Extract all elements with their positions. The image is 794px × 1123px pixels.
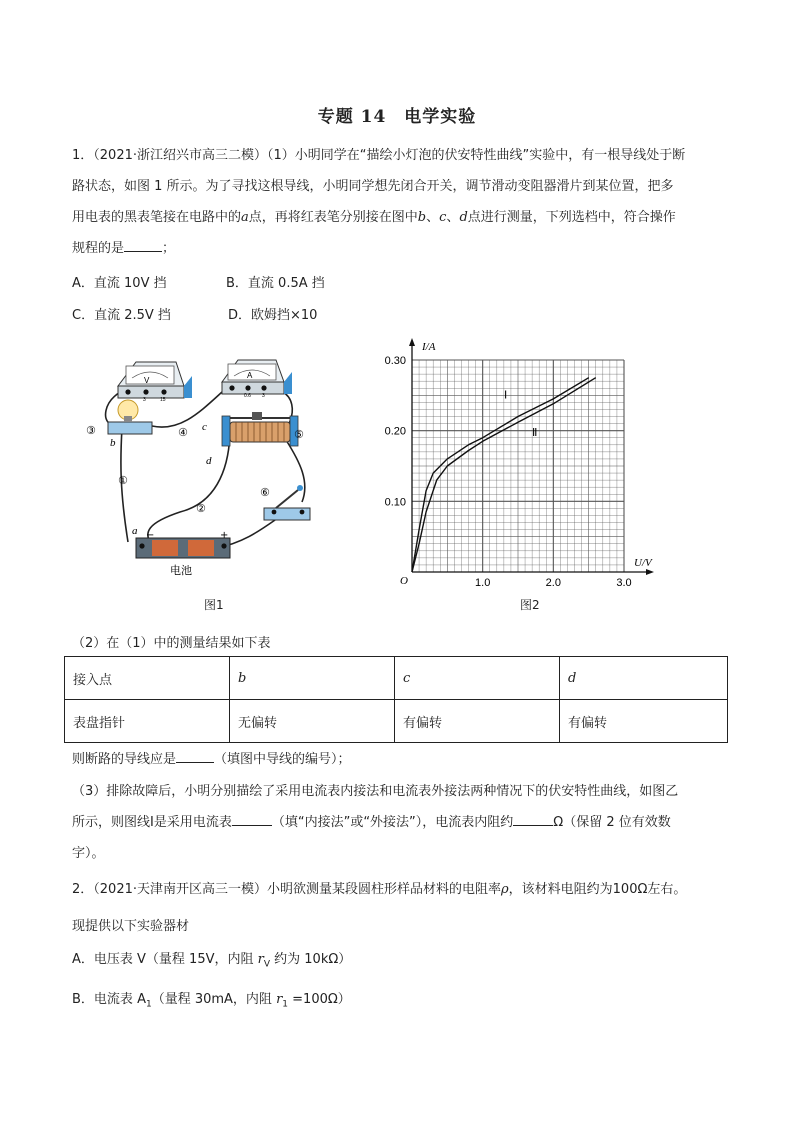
- table-cell: b: [230, 657, 395, 700]
- wire-label-4: ④: [178, 426, 188, 439]
- part-3-text: [72, 776, 724, 869]
- table-row: [65, 700, 728, 743]
- q1-line-4: 规程的是 ；: [72, 233, 724, 264]
- table-cell: 接入点: [65, 657, 230, 700]
- wire-label-3: ③: [86, 424, 96, 437]
- rheostat: [222, 412, 298, 446]
- ammeter-terminal-0.6: 0.6: [244, 393, 251, 399]
- results-table: [64, 656, 728, 743]
- battery-minus: −: [146, 530, 155, 541]
- answer-blank[interactable]: [232, 812, 272, 826]
- wire-label-5: ⑤: [294, 428, 304, 441]
- answer-blank[interactable]: [513, 812, 553, 826]
- option-b: B．直流 0.5A 挡: [226, 276, 325, 291]
- question-1-text: [72, 140, 724, 264]
- wire-label-1: ①: [118, 474, 128, 487]
- q2-option-b: B．电流表 $A_1$（量程 30mA，内阻 $r_1 =100\Omega$）: [72, 992, 351, 1010]
- part-3-line-1: （3）排除故障后，小明分别描绘了采用电流表内接法和电流表外接法两种情况下的伏安特性曲线，如图乙: [72, 784, 679, 799]
- table-cell: 表盘指针: [65, 700, 230, 743]
- ammeter-label: A: [247, 371, 253, 380]
- table-cell: c: [395, 657, 560, 700]
- circuit-figure: [80, 352, 340, 584]
- q1-line-3: 用电表的黑表笔接在电路中的a点，再将红表笔分别接在图中b、c、d点进行测量，下列选档中，符合操作: [72, 210, 676, 225]
- part-2-intro: （2）在（1）中的测量结果如下表: [72, 636, 271, 651]
- origin-label: O: [400, 575, 408, 586]
- wire-label-6: ⑥: [260, 486, 270, 499]
- switch: [264, 485, 310, 520]
- point-a: a: [132, 525, 138, 537]
- iv-chart: [372, 336, 672, 586]
- figure-1-caption: 图1: [204, 598, 224, 612]
- x-tick-label: 1.0: [475, 577, 491, 586]
- voltmeter-label: V: [144, 376, 150, 385]
- curve-I: [412, 378, 589, 572]
- part-2-question: 则断路的导线应是 （填图中导线的编号）；: [72, 744, 724, 775]
- chart-labels: [385, 341, 653, 586]
- x-axis-label: U/V: [634, 557, 652, 569]
- chart-axes: [409, 338, 654, 575]
- voltmeter-terminal-3: 3: [143, 397, 146, 403]
- part-3-line-2: 所示，则图线Ⅰ是采用电流表 （填“内接法”或“外接法”），电流表内阻约 Ω（保留 2 位有效数: [72, 807, 724, 838]
- point-d: d: [206, 455, 212, 467]
- table-cell: 有偏转: [395, 700, 560, 743]
- option-a: A．直流 10V 挡: [72, 276, 167, 291]
- x-tick-label: 3.0: [616, 577, 632, 586]
- y-tick-label: 0.10: [384, 496, 406, 509]
- q1-line-2: 路状态，如图 1 所示。为了寻找这根导线，小明同学想先闭合开关，调节滑动变阻器滑片到某位置，把多: [72, 179, 674, 194]
- q2-line-1: 2．（2021·天津南开区高三一模）小明欲测量某段圆柱形样品材料的电阻率ρ，该材料电阻约为100Ω左右。: [72, 882, 687, 897]
- table-cell: 无偏转: [230, 700, 395, 743]
- y-tick-label: 0.30: [384, 355, 406, 367]
- battery-label: 电池: [170, 564, 192, 577]
- lamp: [108, 400, 152, 434]
- battery-plus: +: [220, 530, 229, 541]
- point-b: b: [110, 437, 116, 449]
- page-title: 专题 14 电学实验: [317, 107, 477, 127]
- q2-option-a: A．电压表 V（量程 15V，内阻 $r_V$ 约为 10kΩ）: [72, 952, 352, 970]
- answer-blank[interactable]: [176, 749, 214, 763]
- ammeter-terminal-3: 3: [262, 393, 265, 399]
- table-cell: 有偏转: [560, 700, 728, 743]
- figure-2-caption: 图2: [520, 598, 540, 612]
- question-2-text: [72, 874, 724, 942]
- x-tick-label: 2.0: [545, 577, 561, 586]
- curve-label: Ⅰ: [504, 389, 508, 402]
- y-axis-label: I/A: [422, 341, 436, 353]
- option-c: C．直流 2.5V 挡: [72, 308, 171, 323]
- curve-label: Ⅱ: [532, 427, 538, 440]
- chart-grid: [412, 360, 624, 572]
- option-d: D．欧姆挡×10: [228, 308, 318, 323]
- table-cell: d: [560, 657, 728, 700]
- voltmeter: [118, 362, 192, 398]
- x-axis-arrow: [646, 569, 654, 575]
- q2-line-2: 现提供以下实验器材: [72, 919, 190, 934]
- q1-line-1: 1．（2021·浙江绍兴市高三二模）（1）小明同学在“描绘小灯泡的伏安特性曲线”实验中，有一根导线处于断: [72, 148, 686, 163]
- voltmeter-terminal-15: 15: [160, 397, 166, 403]
- answer-blank[interactable]: [124, 238, 162, 252]
- wire-label-2: ②: [196, 502, 206, 515]
- ammeter: [222, 360, 292, 394]
- part-3-line-3: 字）。: [72, 846, 105, 861]
- y-axis-arrow: [409, 338, 415, 346]
- table-row: [65, 657, 728, 700]
- y-tick-label: 0.20: [384, 425, 406, 438]
- battery: [136, 538, 230, 558]
- point-c: c: [202, 421, 207, 433]
